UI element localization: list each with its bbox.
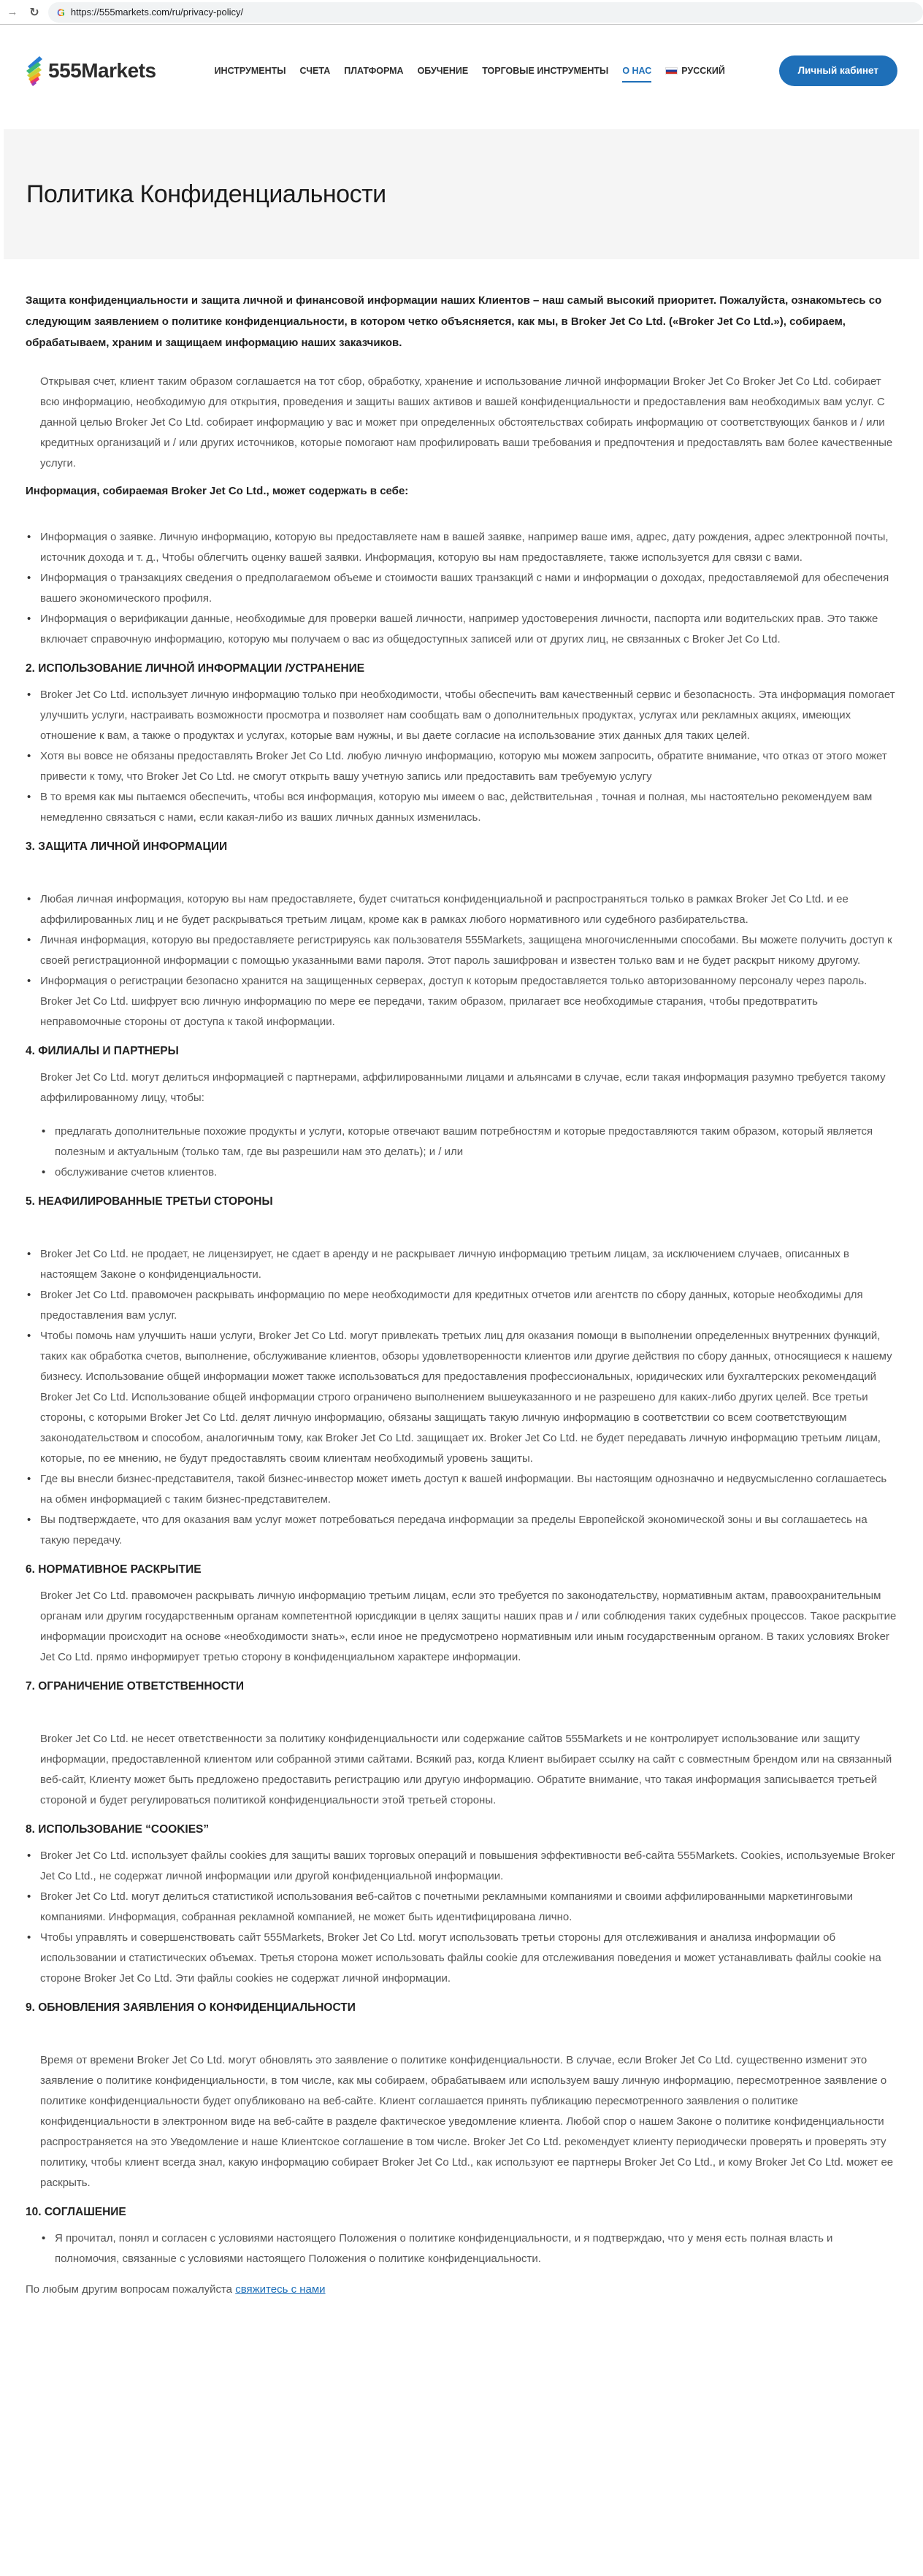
section-4-intro: Broker Jet Co Ltd. могут делиться информацией с партнерами, аффилированными лицами и альянсами в случае, если такая информация разумно требуется такому аффилированному лицу, чтобы: (40, 1071, 886, 1104)
address-bar[interactable] (48, 2, 923, 23)
spacer (26, 2024, 897, 2050)
language-selector[interactable] (665, 66, 725, 76)
list-item: • Где вы внесли бизнес-представителя, такой бизнес-инвестор может иметь доступ к вашей информации. Вы настоящим однозначно и недвусмысленно соглашаетесь на обмен информацией с таким бизнес-представителем. (26, 1469, 897, 1510)
section-9-title: 9. ОБНОВЛЕНИЯ ЗАЯВЛЕНИЯ О КОНФИДЕНЦИАЛЬНОСТИ (26, 2001, 356, 2014)
section-7-title: 7. ОГРАНИЧЕНИЕ ОТВЕТСТВЕННОСТИ (26, 1680, 244, 1693)
contact-text: По любым другим вопросам пожалуйста (26, 2283, 233, 2296)
spacer (26, 863, 897, 889)
list-item: • Чтобы управлять и совершенствовать сайт 555Markets, Broker Jet Co Ltd. могут использовать третьи стороны для отслеживания и анализа информации об использовании и статистических объемах. Третья сторона может использовать файлы cookie для отслеживания поведения и может устанавливать файлы cookie на стороне Broker Jet Co Ltd. Эти файлы cookies не содержат личной информации. (26, 1928, 897, 1989)
section-5-list (26, 1244, 897, 1551)
section-8-list (26, 1846, 897, 1989)
section-6-text: Broker Jet Co Ltd. правомочен раскрывать личную информацию третьим лицам, если это требуется по законодательству, нормативным актам, правоохранительным органам или другим государственным органам компетентной юрисдикции в целях защиты наших прав и / или соблюдения таких судебных процессов. Такое раскрытие информации происходит на основе «необходимости знать», если иное не предусмотрено нормативным или иным государственным органом. В таких условиях Broker Jet Co Ltd. прямо информирует третью сторону в конфиденциальном характере информации. (40, 1590, 897, 1663)
list-item: • Broker Jet Co Ltd. могут делиться статистикой использования веб-сайтов с почетными рекламными компаниями и своими аффилированными маркетинговыми компаниями. Информация, собранная рекламной компанией, не может быть идентифицирована лично. (26, 1887, 897, 1928)
section-10-list (26, 2228, 897, 2269)
list-item: • обслуживание счетов клиентов. (26, 1162, 897, 1183)
nav-item-education[interactable]: ОБУЧЕНИЕ (417, 65, 469, 76)
nav-item-instruments[interactable]: ИНСТРУМЕНТЫ (214, 65, 286, 76)
collected-info-heading: Информация, собираемая Broker Jet Co Ltd., может содержать в себе: (26, 485, 409, 497)
lead-paragraph: Защита конфиденциальности и защита личной и финансовой информации наших Клиентов – наш самый высокий приоритет. Пожалуйста, ознакомьтесь со следующим заявлением о политике конфиденциальности, в котором четко объясняется, как мы, в Broker Jet Co Ltd. («Broker Jet Co Ltd.»), собираем, обрабатываем, храним и защищаем информацию наших заказчиков. (26, 294, 882, 349)
section-3-list (26, 889, 897, 1032)
list-item: • предлагать дополнительные похожие продукты и услуги, которые отвечают вашим потребностям и которые предоставляются таким образом, который является полезным и актуальным (только там, где вы разрешили нам это делать); и / или (26, 1122, 897, 1162)
section-3-title: 3. ЗАЩИТА ЛИЧНОЙ ИНФОРМАЦИИ (26, 840, 228, 853)
section-6-title: 6. НОРМАТИВНОЕ РАСКРЫТИЕ (26, 1563, 202, 1576)
google-icon: G (57, 6, 65, 18)
nav-item-platform[interactable]: ПЛАТФОРМА (344, 65, 404, 76)
section-2-title: 2. ИСПОЛЬЗОВАНИЕ ЛИЧНОЙ ИНФОРМАЦИИ /УСТРАНЕНИЕ (26, 662, 365, 675)
list-item: • В то время как мы пытаемся обеспечить, чтобы вся информация, которую мы имеем о вас, действительная , точная и полная, мы настоятельно рекомендуем вам немедленно связаться с нами, если какая-либо из ваших личных данных изменилась. (26, 787, 897, 828)
section-8-title: 8. ИСПОЛЬЗОВАНИЕ “COOKIES” (26, 1823, 210, 1836)
list-item: • Хотя вы вовсе не обязаны предоставлять Broker Jet Co Ltd. любую личную информацию, которую мы можем запросить, обратите внимание, что отказ от этого может привести к тому, что Broker Jet Co Ltd. не смогут открыть вашу учетную запись или предоставить вам требуемую услугу (26, 746, 897, 787)
page-hero (4, 129, 919, 259)
url-text[interactable]: https://555markets.com/ru/privacy-policy/ (70, 7, 244, 18)
section-2-list (26, 685, 897, 828)
reload-icon[interactable]: ↻ (29, 6, 39, 19)
language-label: РУССКИЙ (681, 65, 725, 76)
list-item: • Любая личная информация, которую вы нам предоставляете, будет считаться конфиденциальной и распространяться только в рамках Broker Jet Co Ltd. и ее аффилированных лиц и не будет раскрываться третьим лицам, кроме как в рамках любого нормативного или судебного разбирательства. (26, 889, 897, 930)
list-item: • Информация о регистрации безопасно хранится на защищенных серверах, доступ к которым предоставляется только авторизованному персоналу через пароль. Broker Jet Co Ltd. шифрует всю личную информацию по мере ее передачи, таким образом, прилагает все необходимые старания, чтобы предотвратить неправомочные стороны от доступа к такой информации. (26, 971, 897, 1032)
list-item: • Информация о заявке. Личную информацию, которую вы предоставляете нам в вашей заявке, например ваше имя, адрес, дату рождения, адрес электронной почты, источник дохода и т. д., Чтобы облегчить оценку вашей заявки. Информация, которую вы нам предоставляете, также используется для связи с вами. (26, 527, 897, 568)
list-item: • Личная информация, которую вы предоставляете регистрируясь как пользователя 555Markets, защищена многочисленными способами. Вы можете получить доступ к своей регистрационной информации с помощью указанными вами пароля. Этот пароль зашифрован и известен только вам и не будет раскрыт никому другому. (26, 930, 897, 971)
list-item: • Вы подтверждаете, что для оказания вам услуг может потребоваться передача информации за пределы Европейской экономической зоны и вы соглашаетесь на такую передачу. (26, 1510, 897, 1551)
section-9-text: Время от времени Broker Jet Co Ltd. могут обновлять это заявление о политике конфиденциальности. В случае, если Broker Jet Co Ltd. существенно изменит это заявление о политике конфиденциальности, в том числе, как мы собираем, обрабатываем или используем вашу личную информацию, пересмотренное заявление о политике конфиденциальности будет опубликовано на веб-сайте. Клиент соглашается принять публикацию пересмотренного заявления о политике конфиденциальности в электронном виде на веб-сайте в разделе фактическое уведомление клиента. Любой спор о нашем Законе о политике конфиденциальности распространяется на это Уведомление и наше Клиентское соглашение в том числе. Broker Jet Co Ltd. рекомендует клиенту периодически проверять и проверять эту политику, чтобы клиент всегда знал, какую информацию собирает Broker Jet Co Ltd., как используют ее партнеры Broker Jet Co Ltd., и кому Broker Jet Co Ltd. может ее раскрыть. (40, 2054, 894, 2189)
list-item: • Broker Jet Co Ltd. использует личную информацию только при необходимости, чтобы обеспечить вам качественный сервис и безопасность. Эта информация помогает улучшить услуги, настраивать возможности просмотра и позволяет нам сообщать вам о дополнительных продуктах, услугах или рекламных акциях, имеющих отношение к вам, а также о продуктах и услугах, которые вам нужны, и вы даете согласие на использование этих данных для таких целей. (26, 685, 897, 746)
list-item: • Broker Jet Co Ltd. правомочен раскрывать информацию по мере необходимости для кредитных отчетов или агентств по сбору данных, которые необходимы для предоставления вам услуг. (26, 1285, 897, 1326)
list-item: • Информация о верификации данные, необходимые для проверки вашей личности, например удостоверения личности, паспорта или водительских прав. Это также включает справочную информацию, которую мы получаем о вас из общедоступных записей или от других лиц, не связанных с Broker Jet Co Ltd. (26, 609, 897, 650)
spacer (26, 1703, 897, 1729)
main-nav (215, 66, 725, 76)
logo-text: 555Markets (48, 58, 156, 82)
section-4-title: 4. ФИЛИАЛЫ И ПАРТНЕРЫ (26, 1045, 179, 1057)
nav-item-accounts[interactable]: СЧЕТА (299, 65, 331, 76)
list-item: • Чтобы помочь нам улучшить наши услуги, Broker Jet Co Ltd. могут привлекать третьих лиц для оказания помощи в выполнении определенных внутренних функций, таких как обработка счетов, выполнение, обслуживание клиентов, обзоры удовлетворенности клиентов или другие действия по сбору данных, относящиеся к нашему бизнесу. Использование общей информации может также использоваться для предоставления профессиональных, юридических или бухгалтерских рекомендаций Broker Jet Co Ltd. Использование общей информации строго ограничено выполнением вышеуказанного и не разрешено для каких-либо других целей. Все третьи стороны, с которыми Broker Jet Co Ltd. делят личную информацию, обязаны защищать такую личную информацию в соответствии со всем соответствующим законодательством и способом, аналогичным тому, как Broker Jet Co Ltd. защищает их. Broker Jet Co Ltd. не будет передавать личную информацию третьим лицам, которые, по ее мнению, не будут предоставлять своим клиентам необходимый уровень защиты. (26, 1326, 897, 1469)
spacer (26, 1218, 897, 1244)
section-5-title: 5. НЕАФИЛИРОВАННЫЕ ТРЕТЬИ СТОРОНЫ (26, 1195, 273, 1208)
collected-info-list (26, 527, 897, 650)
list-item: • Broker Jet Co Ltd. использует файлы cookies для защиты ваших торговых операций и повышения эффективности веб-сайта 555Markets. Cookies, используемые Broker Jet Co Ltd., не содержат личной информации или другой конфиденциальной информации. (26, 1846, 897, 1887)
contact-line (26, 2280, 897, 2300)
site-logo[interactable] (25, 55, 156, 87)
section-10-title: 10. СОГЛАШЕНИЕ (26, 2206, 126, 2218)
list-item: • Я прочитал, понял и согласен с условиями настоящего Положения о политике конфиденциальности, и я подтверждаю, что у меня есть полная власть и полномочия, связанные с условиями настоящего Положения о политике конфиденциальности. (26, 2228, 897, 2269)
contact-us-link[interactable]: свяжитесь с нами (235, 2283, 326, 2296)
logo-icon (25, 55, 44, 87)
page-title: Политика Конфиденциальности (26, 180, 386, 208)
intro-paragraph: Открывая счет, клиент таким образом соглашается на тот сбор, обработку, хранение и использование личной информации Broker Jet Co Broker Jet Co Ltd. собирает всю информацию, необходимую для открытия, проведения и защиты ваших активов и вашей конфиденциальности и предоставления вам необходимых вам услуг. С данной целью Broker Jet Co Ltd. собирает информацию у вас и может при определенных обстоятельствах собирать информацию от соответствующих банков и / или кредитных организаций и / или других источников, которые помогают нам профилировать ваши требования и предпочтения и предоставлять вам более качественные услуги. (40, 375, 893, 469)
browser-toolbar (0, 0, 923, 25)
policy-content (0, 259, 923, 2344)
personal-cabinet-button[interactable]: Личный кабинет (779, 55, 897, 86)
spacer (26, 1108, 897, 1122)
russian-flag-icon (665, 67, 678, 74)
section-7-text: Broker Jet Co Ltd. не несет ответственности за политику конфиденциальности или содержание сайтов 555Markets и не контролирует использование или защиту информации, предоставленной клиентом или собранной этими сайтами. Всякий раз, когда Клиент выбирает ссылку на сайт с совместным брендом или на связанный веб-сайт, Клиенту может быть предложено предоставить регистрацию или другую информацию. Обратите внимание, что такая информация записывается третьей стороной и будет регулироваться политикой конфиденциальности этой третьей стороны. (40, 1733, 892, 1806)
nav-item-about[interactable]: О НАС (622, 65, 652, 76)
forward-arrow-icon[interactable]: → (7, 6, 18, 18)
section-4-list (26, 1122, 897, 1183)
nav-item-trading-tools[interactable]: ТОРГОВЫЕ ИНСТРУМЕНТЫ (482, 65, 609, 76)
list-item: • Информация о транзакциях сведения о предполагаемом объеме и стоимости ваших транзакций с нами и информации о доходах, предоставляемой для обеспечения вашего экономического профиля. (26, 568, 897, 609)
site-header (0, 25, 923, 116)
list-item: • Broker Jet Co Ltd. не продает, не лицензирует, не сдает в аренду и не раскрывает личную информацию третьим лицам, за исключением случаев, описанных в настоящем Законе о конфиденциальности. (26, 1244, 897, 1285)
